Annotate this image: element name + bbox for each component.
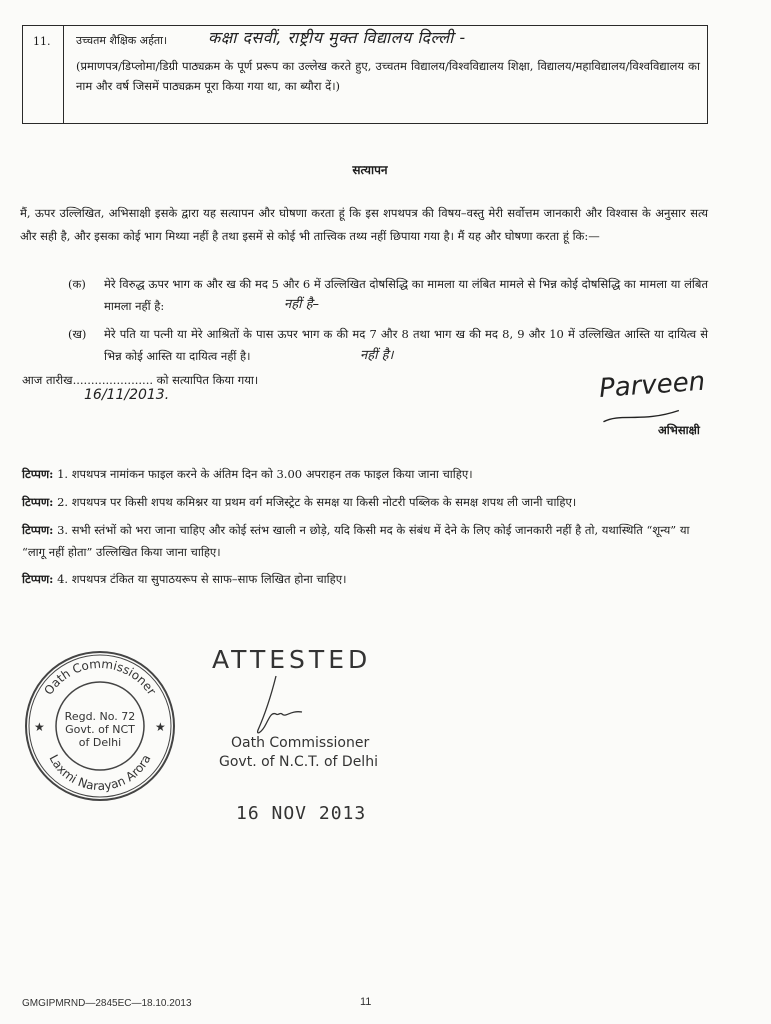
note-1-prefix: टिप्पण:: [22, 467, 54, 481]
stamp-center-line3: of Delhi: [78, 736, 122, 749]
column-divider: [63, 26, 64, 123]
footer-code: GMGIPMRND—2845EC—18.10.2013: [22, 998, 192, 1009]
attested-line1: Oath Commissioner: [231, 735, 370, 751]
stamp-star-left: ★: [34, 720, 45, 734]
clause-b-text: मेरे पति या पत्नी या मेरे आश्रितों के पास ऊपर भाग क की मद 7 और 8 तथा भाग ख की मद 8, 9 और 10 में उल्लिखित आस्ति या दायित्व से भिन्न कोई आस्ति या दायित्व नहीं है।: [104, 327, 708, 363]
item-11-box: [22, 25, 708, 124]
item-answer-handwritten: कक्षा दसवीं, राष्ट्रीय मुक्त विद्यालय दिल्ली -: [208, 28, 466, 47]
attested-line2: Govt. of N.C.T. of Delhi: [219, 754, 378, 770]
note-3-text: 3. सभी स्तंभों को भरा जाना चाहिए और कोई स्तंभ खाली न छोड़े, यदि किसी मद के संबंध में देने के लिए कोई जानकारी नहीं है तो, यथास्थिति “शून्य” या “लागू नहीं होता” उल्लिखित किया जाना चाहिए।: [22, 523, 690, 559]
item-label: उच्चतम शैक्षिक अर्हता।: [76, 34, 168, 47]
deponent-label: अभिसाक्षी: [658, 423, 700, 437]
note-3-prefix: टिप्पण:: [22, 523, 54, 537]
attesting-signature-icon: [246, 672, 306, 742]
attested-title: ATTESTED: [212, 645, 372, 674]
stamp-center-line2: Govt. of NCT: [65, 723, 135, 736]
note-1: [22, 463, 712, 485]
date-suffix: को सत्यापित किया गया।: [156, 373, 259, 387]
note-3: [22, 519, 712, 563]
item-description: (प्रमाणपत्र/डिप्लोमा/डिग्री पाठ्यक्रम के पूर्ण प्ररूप का उल्लेख करते हुए, उच्चतम विद्यालय/विश्वविद्यालय शिक्षा, विद्यालय/महाविद्यालय/विश्वविद्यालय का नाम और वर्ष जिसमें पाठ्यक्रम पूरा किया गया था, का ब्यौरा दें।): [76, 59, 700, 93]
stamp-star-right: ★: [155, 720, 166, 734]
signature-text: Parveen: [598, 366, 707, 404]
stamp-center: [60, 710, 140, 749]
stamp-ring-top: Oath Commissioner: [41, 656, 159, 698]
note-4-text: 4. शपथपत्र टंकित या सुपाठयरूप से साफ–साफ लिखित होना चाहिए।: [57, 572, 347, 586]
verification-heading: सत्यापन: [352, 163, 388, 177]
stamp-center-line1: Regd. No. 72: [64, 710, 136, 723]
date-handwritten: 16/11/2013.: [84, 387, 170, 403]
attested-date: 16 NOV 2013: [236, 803, 367, 824]
date-dots: ......................: [72, 373, 153, 387]
oath-commissioner-round-stamp: [22, 648, 178, 804]
note-2: [22, 491, 712, 513]
clause-a: [68, 273, 708, 321]
date-line: [22, 373, 258, 388]
note-2-prefix: टिप्पण:: [22, 495, 54, 509]
clause-a-handwritten: नहीं है–: [284, 297, 320, 312]
stamp-ring-bottom: Laxmi Narayan Arora: [46, 752, 154, 794]
note-2-text: 2. शपथपत्र पर किसी शपथ कमिश्नर या प्रथम वर्ग मजिस्ट्रेट के समक्ष या किसी नोटरी पब्लिक के समक्ष शपथ ली जानी चाहिए।: [57, 495, 577, 509]
clause-a-text: मेरे विरुद्ध ऊपर भाग क और ख की मद 5 और 6 में उल्लिखित दोषसिद्धि का मामला या लंबित मामले से भिन्न कोई दोषसिद्धि का मामला या लंबित मामला नहीं है:: [104, 277, 708, 313]
note-1-text: 1. शपथपत्र नामांकन फाइल करने के अंतिम दिन को 3.00 अपराहन तक फाइल किया जाना चाहिए।: [57, 467, 473, 481]
verification-intro: मैं, ऊपर उल्लिखित, अभिसाक्षी इसके द्वारा यह सत्यापन और घोषणा करता हूं कि इस शपथपत्र की विषय–वस्तु मेरी सर्वोत्तम जानकारी और विश्वास के अनुसार सत्य और सही है, और इसका कोई भाग मिथ्या नहीं है तथा इसमें से कोई भी तात्त्विक तथ्य नहीं छिपाया गया है। मैं यह और घोषणा करता हूं कि:—: [20, 206, 708, 243]
clause-a-mark: (क): [68, 277, 86, 291]
clause-b-mark: (ख): [68, 327, 87, 341]
item-number: 11.: [33, 35, 51, 48]
note-4-prefix: टिप्पण:: [22, 572, 54, 586]
note-4: [22, 568, 712, 590]
page-number: 11: [360, 996, 372, 1008]
clause-b-handwritten: नहीं है।: [360, 348, 394, 363]
date-prefix: आज तारीख: [22, 373, 73, 387]
